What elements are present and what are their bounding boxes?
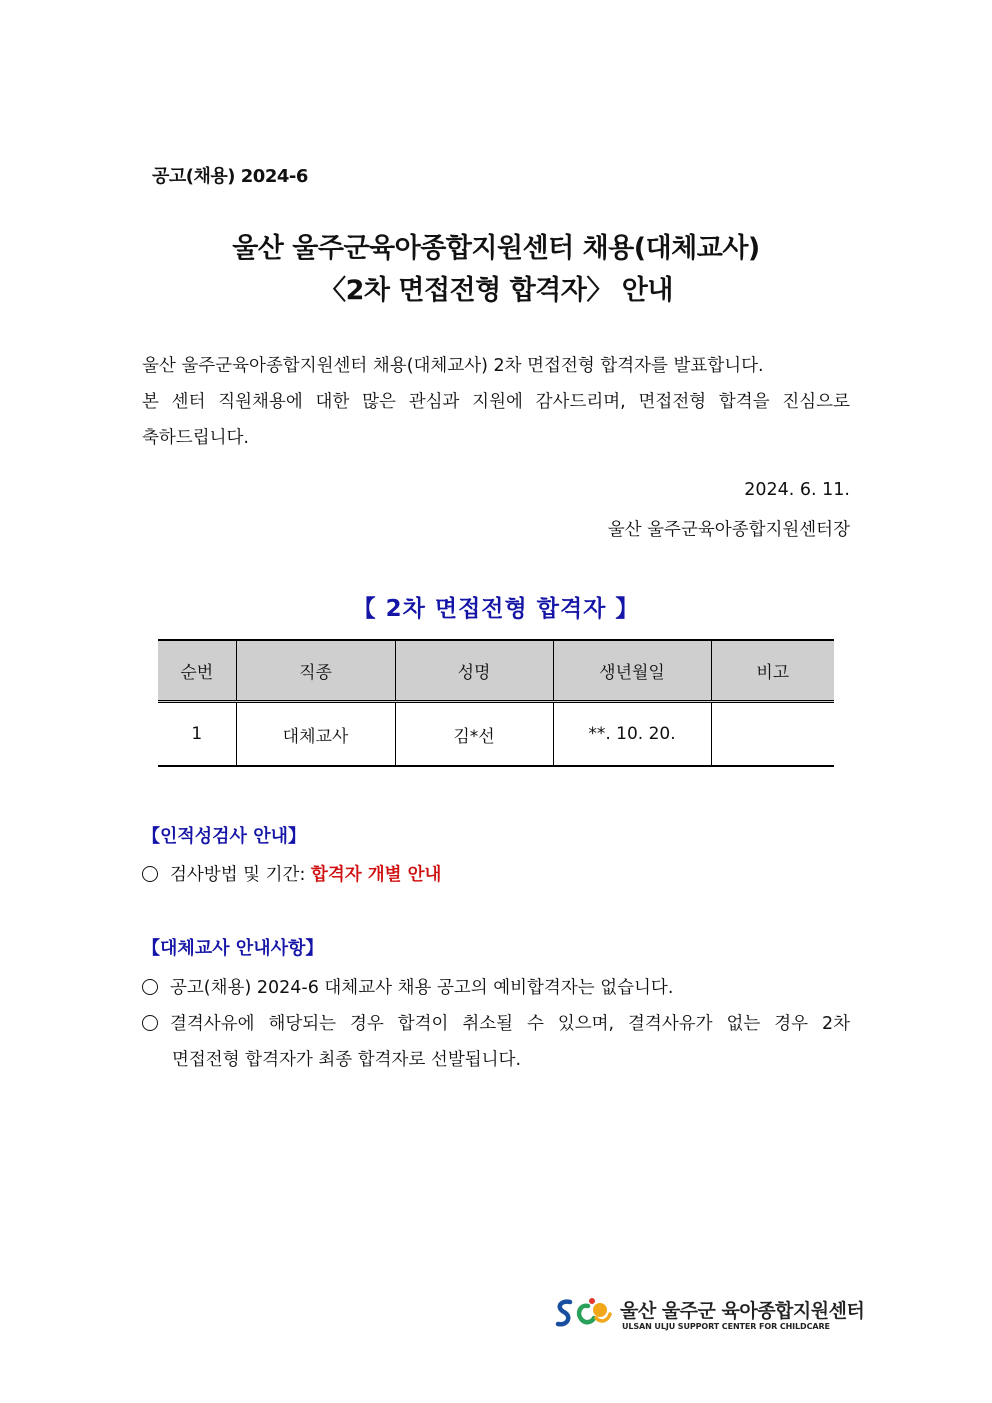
aptitude-bullet-label: 검사방법 및 기간: (170, 865, 311, 885)
section-substitute-heading: 【대체교사 안내사항】 (142, 938, 324, 959)
document-title-line2: 〈2차 면접전형 합격자〉 안내 (319, 275, 673, 306)
cell-note (711, 702, 834, 767)
document-title-line1: 울산 울주군육아종합지원센터 채용(대체교사) (232, 233, 760, 264)
substitute-bullet-2-line1: 결격사유에 해당되는 경우 합격이 취소될 수 있으며, 결격사유가 없는 경우 2차 (170, 1014, 850, 1034)
signature: 울산 울주군육아종합지원센터장 (607, 520, 850, 540)
table-row (158, 702, 834, 767)
logo-name-korean: 울산 울주군 육아종합지원센터 (620, 1300, 865, 1322)
table-title: 【 2차 면접전형 합격자 】 (352, 596, 640, 622)
intro-line2: 본 센터 직원채용에 대한 많은 관심과 지원에 감사드리며, 면접전형 합격을 진심으로 (142, 392, 850, 412)
section-aptitude-heading: 【인적성검사 안내】 (142, 826, 306, 847)
substitute-bullet-2 (142, 1006, 850, 1078)
substitute-bullet-1-text: 공고(채용) 2024-6 대체교사 채용 공고의 예비합격자는 없습니다. (170, 978, 674, 998)
notice-number: 공고(채용) 2024-6 (152, 166, 308, 187)
header-cell-note: 비고 (711, 640, 834, 702)
circle-bullet-icon (142, 1015, 158, 1031)
cell-job: 대체교사 (236, 702, 395, 767)
substitute-bullet-1 (142, 970, 850, 1006)
cell-name: 김*선 (395, 702, 553, 767)
aptitude-bullet (142, 857, 850, 893)
intro-line1: 울산 울주군육아종합지원센터 채용(대체교사) 2차 면접전형 합격자를 발표합니다. (142, 356, 764, 376)
header-cell-job: 직종 (236, 640, 395, 702)
logo-name-english: ULSAN ULJU SUPPORT CENTER FOR CHILDCARE (622, 1322, 830, 1331)
header-cell-birthdate: 생년월일 (553, 640, 711, 702)
cell-order: 1 (158, 702, 236, 767)
substitute-bullet-2-line2: 면접전형 합격자가 최종 합격자로 선발됩니다. (172, 1050, 522, 1070)
intro-line3: 축하드립니다. (142, 428, 249, 448)
announcement-date: 2024. 6. 11. (744, 480, 850, 500)
circle-bullet-icon (142, 979, 158, 995)
table-header-row (158, 640, 834, 702)
cell-birthdate: **. 10. 20. (553, 702, 711, 767)
center-logo-icon (552, 1294, 614, 1334)
results-table (158, 639, 834, 767)
header-cell-order: 순번 (158, 640, 236, 702)
header-cell-name: 성명 (395, 640, 553, 702)
circle-bullet-icon (142, 866, 158, 882)
aptitude-bullet-value: 합격자 개별 안내 (310, 865, 442, 885)
